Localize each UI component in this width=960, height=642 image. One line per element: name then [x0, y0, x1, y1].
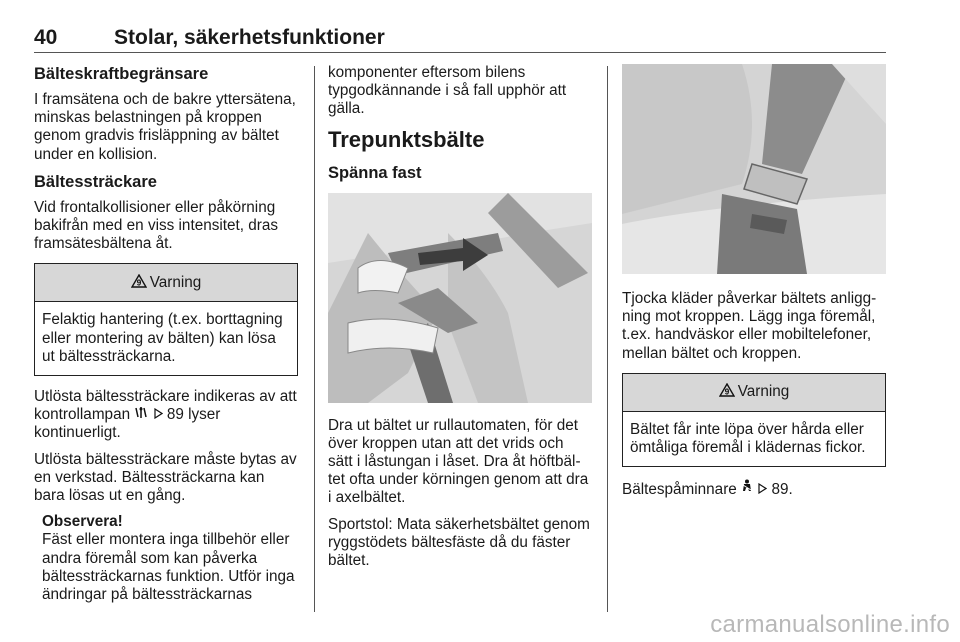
- seatbelt-reminder-icon: [741, 479, 753, 499]
- illustration-fastening-belt: [328, 193, 592, 403]
- note-title: Observera!: [42, 513, 123, 531]
- warning-box-2: [622, 373, 886, 467]
- page-header: [34, 26, 886, 50]
- watermark: carmanualsonline.info: [710, 611, 950, 638]
- warning-text-2: Bältet får inte löpa över hårda eller ömtåliga föremål i klädernas fickor.: [630, 420, 866, 457]
- replacement-paragraph: Utlösta bältessträckare måste bytas av en verkstad. Bältessträckarna kan bara lösas ut en gång.: [34, 450, 297, 505]
- sport-seat-text: Sportstol: Mata säkerhetsbältet genom ryggstödets bältesfäste då du fäster bältet.: [328, 515, 590, 570]
- svg-text:9: 9: [724, 387, 729, 397]
- warning-title-2: Varning: [737, 383, 790, 401]
- fasten-instructions: Dra ut bältet ur rullautomaten, för det över kroppen utan att det vrids och sätt i låstungan i låset. Dra åt höftbältet ofta under körningen genom att dra i axelbältet.: [328, 416, 589, 507]
- column-divider-2: [607, 66, 608, 612]
- page-number: 40: [34, 26, 58, 49]
- svg-text:9: 9: [136, 278, 141, 288]
- pretensioner-text: Vid frontalkollisioner eller påkörning bakifrån med en viss intensitet, dras framsätesbältena åt.: [34, 198, 279, 253]
- warning-header-2: [623, 374, 885, 412]
- subheading-fasten: Spänna fast: [328, 163, 422, 182]
- warning-text: Felaktig hantering (t.ex. borttagning eller montering av bälten) kan lösa ut bältessträckarna.: [42, 311, 283, 365]
- force-limiter-text: I framsätena och de bakre yttersätena, minskas belastningen på kroppen genom gradvis frisläppning av bältet under en kollision.: [34, 91, 296, 163]
- column-2: [328, 64, 592, 578]
- note-box: [34, 513, 298, 604]
- reference-arrow-icon[interactable]: [153, 406, 163, 424]
- column-divider-1: [314, 66, 315, 612]
- warning-triangle-icon: [719, 383, 735, 401]
- warning-triangle-icon: [131, 274, 147, 292]
- column-1: [34, 64, 298, 604]
- indicator-paragraph: Utlösta bältessträckare indikeras av att kontrollampan 89 lyser kontinuerligt.: [34, 388, 297, 442]
- column-3: [622, 64, 886, 507]
- header-divider: [34, 52, 886, 53]
- seatbelt-tensioner-lamp-icon: [134, 406, 148, 424]
- warning-header: [35, 264, 297, 302]
- reminder-paragraph: Bältespåminnare 89.: [622, 481, 793, 499]
- clothing-text: Tjocka kläder påverkar bältets anliggning mot kroppen. Lägg inga föremål, t.ex. handväskor eller mobiltelefoner, mellan bältet och kroppen.: [622, 290, 877, 362]
- note-text: Fäst eller montera inga tillbehör eller andra föremål som kan påverka bältessträckarnas funktion. Utför inga ändringar på bältessträckarnas: [42, 531, 295, 604]
- illustration-belt-buckle: [622, 64, 886, 274]
- heading-three-point-belt: Trepunktsbälte: [328, 126, 485, 152]
- warning-title: Varning: [149, 273, 202, 291]
- chapter-title: Stolar, säkerhetsfunktioner: [114, 26, 385, 49]
- continued-text: komponenter eftersom bilens typgodkännande i så fall upphör att gälla.: [328, 64, 567, 118]
- warning-box: [34, 263, 298, 376]
- reference-arrow-icon[interactable]: [757, 481, 767, 499]
- section-title-force-limiter: Bälteskraftbegränsare: [34, 65, 209, 83]
- section-title-pretensioner: Bältessträckare: [34, 172, 157, 191]
